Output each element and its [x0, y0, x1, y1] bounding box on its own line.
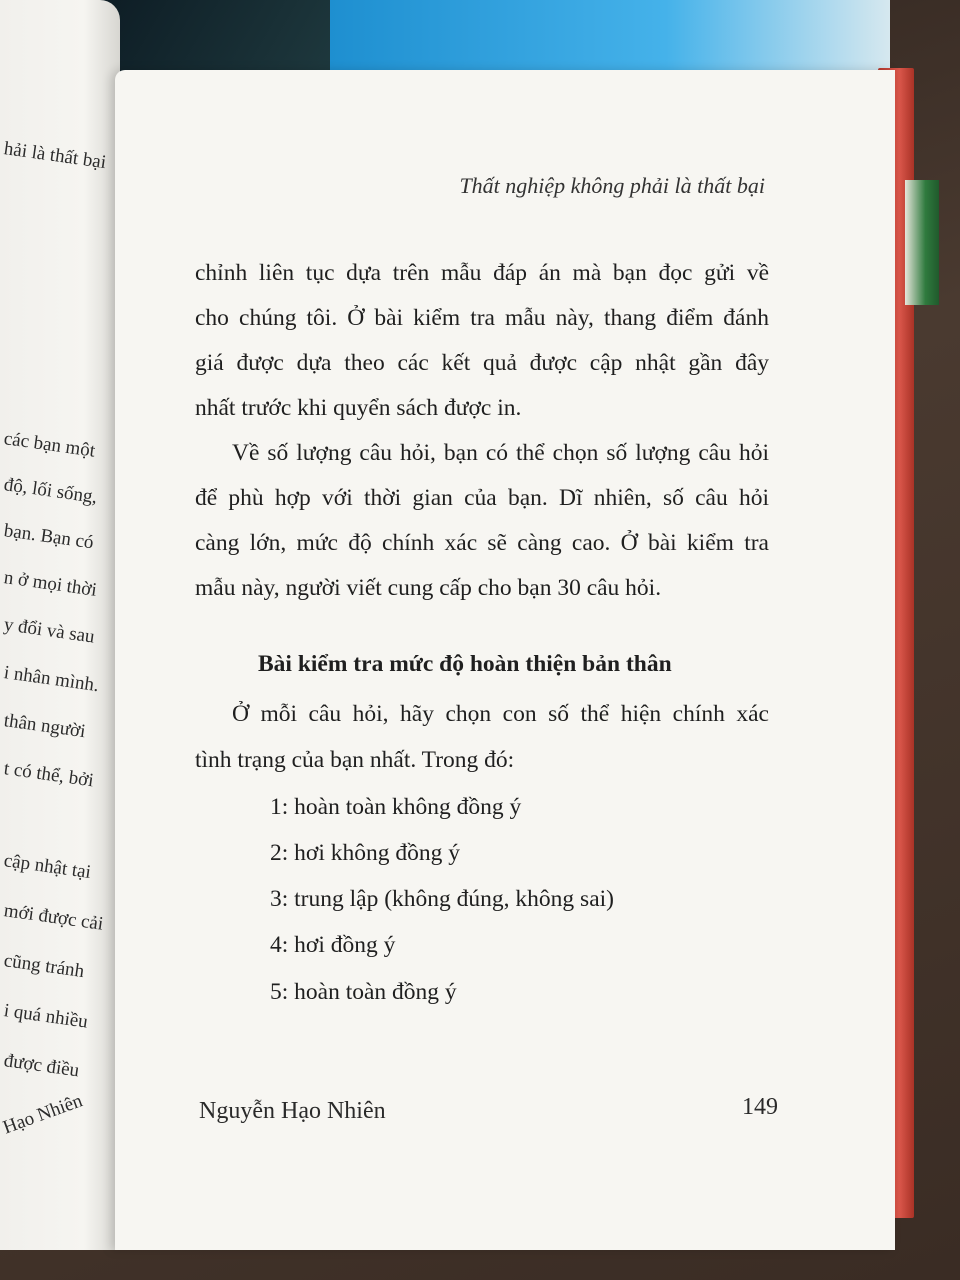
- left-page: [0, 0, 120, 1250]
- left-page-line: cập nhật tại: [2, 850, 93, 884]
- background-book-blue-cover: [330, 0, 890, 72]
- paragraph-line: cho chúng tôi. Ở bài kiểm tra mẫu này, thang điểm đánh: [195, 305, 769, 331]
- scale-item: 1: hoàn toàn không đồng ý: [270, 794, 522, 820]
- running-header: Thất nghiệp không phải là thất bại: [459, 173, 765, 198]
- paragraph-line: càng lớn, mức độ chính xác sẽ càng cao. Ở bài kiểm tra: [195, 530, 769, 556]
- left-page-line: i quá nhiều: [2, 1000, 90, 1033]
- paragraph-line: nhất trước khi quyển sách được in.: [195, 395, 522, 421]
- left-page-line: n ở mọi thời: [2, 567, 99, 601]
- paragraph-line: Về số lượng câu hỏi, bạn có thể chọn số lượng câu hỏi: [232, 440, 769, 466]
- left-page-line: mới được cải: [2, 900, 105, 935]
- scale-item: 3: trung lập (không đúng, không sai): [270, 886, 614, 912]
- book-green-bookmark: [905, 180, 939, 305]
- left-page-line: cũng tránh: [2, 950, 86, 983]
- paragraph-line: mẫu này, người viết cung cấp cho bạn 30 câu hỏi.: [195, 575, 662, 601]
- left-page-line: y đổi và sau: [2, 614, 96, 648]
- section-heading: Bài kiểm tra mức độ hoàn thiện bản thân: [258, 651, 672, 677]
- left-page-line: các bạn một: [2, 428, 97, 462]
- scale-item: 5: hoàn toàn đồng ý: [270, 979, 457, 1005]
- left-page-line: bạn. Bạn có: [2, 520, 95, 554]
- left-page-line: i nhân mình.: [2, 662, 101, 697]
- left-page-line: t có thể, bởi: [2, 758, 95, 792]
- paragraph-line: chỉnh liên tục dựa trên mẫu đáp án mà bạn đọc gửi về: [195, 260, 769, 286]
- left-page-footer-fragment: Hạo Nhiên: [0, 1090, 86, 1139]
- left-page-line: thân người: [2, 710, 87, 743]
- page-number: 149: [742, 1094, 778, 1120]
- paragraph-line: Ở mỗi câu hỏi, hãy chọn con số thể hiện chính xác: [232, 701, 769, 727]
- paragraph-line: tình trạng của bạn nhất. Trong đó:: [195, 747, 515, 773]
- scale-item: 2: hơi không đồng ý: [270, 840, 460, 866]
- paragraph-line: để phù hợp với thời gian của bạn. Dĩ nhiên, số câu hỏi: [195, 485, 769, 511]
- left-page-line: độ, lối sống,: [2, 474, 99, 508]
- right-page: [115, 70, 895, 1250]
- scale-item: 4: hơi đồng ý: [270, 932, 396, 958]
- paragraph-line: giá được dựa theo các kết quả được cập nhật gần đây: [195, 350, 769, 376]
- left-page-header-fragment: hải là thất bại: [2, 138, 108, 174]
- footer-author: Nguyễn Hạo Nhiên: [199, 1098, 386, 1124]
- background-book-dark-cover: [95, 0, 345, 80]
- left-page-line: được điều: [2, 1050, 81, 1082]
